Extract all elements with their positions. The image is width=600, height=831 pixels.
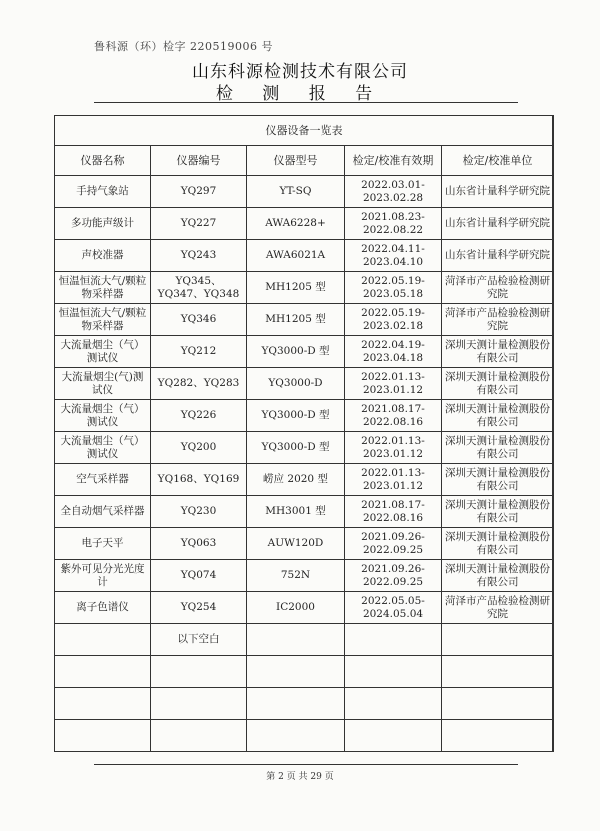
cell-model: AWA6021A <box>247 240 345 272</box>
cell-name: 全自动烟气采样器 <box>55 496 151 528</box>
cell-unit: 深圳天测计量检测股份有限公司 <box>442 496 554 528</box>
cell-validity: 2021.09.26-2022.09.25 <box>345 560 442 592</box>
empty-cell <box>345 688 442 720</box>
cell-model: MH3001 型 <box>247 496 345 528</box>
column-header-name: 仪器名称 <box>55 146 151 176</box>
cell-validity: 2022.01.13-2023.01.12 <box>345 464 442 496</box>
cell-validity: 2022.05.19-2023.02.18 <box>345 304 442 336</box>
empty-cell <box>442 688 554 720</box>
cell-name: 大流量烟尘（气）测试仪 <box>55 336 151 368</box>
cell-model: 752N <box>247 560 345 592</box>
empty-cell <box>247 720 345 752</box>
table-row <box>55 400 554 432</box>
cell-name: 电子天平 <box>55 528 151 560</box>
cell-model: YT-SQ <box>247 176 345 208</box>
empty-cell <box>247 624 345 656</box>
cell-validity: 2022.01.13-2023.01.12 <box>345 432 442 464</box>
equipment-table <box>54 115 554 752</box>
cell-id: YQ345、YQ347、YQ348 <box>151 272 247 304</box>
cell-name: 大流量烟尘(气)测试仪 <box>55 368 151 400</box>
cell-validity: 2021.08.17-2022.08.16 <box>345 496 442 528</box>
cell-unit: 深圳天测计量检测股份有限公司 <box>442 464 554 496</box>
table-row <box>55 560 554 592</box>
empty-cell <box>442 624 554 656</box>
blank-row <box>55 656 554 688</box>
cell-id: YQ226 <box>151 400 247 432</box>
empty-cell <box>55 624 151 656</box>
cell-validity: 2021.08.23-2022.08.22 <box>345 208 442 240</box>
blank-row <box>55 624 554 656</box>
cell-id: YQ212 <box>151 336 247 368</box>
cell-unit: 深圳天测计量检测股份有限公司 <box>442 400 554 432</box>
cell-validity: 2022.04.19-2023.04.18 <box>345 336 442 368</box>
empty-cell <box>345 656 442 688</box>
empty-cell <box>55 720 151 752</box>
table-row <box>55 272 554 304</box>
end-note: 以下空白 <box>151 624 247 656</box>
cell-model: IC2000 <box>247 592 345 624</box>
blank-row <box>55 688 554 720</box>
cell-validity: 2022.03.01-2023.02.28 <box>345 176 442 208</box>
cell-unit: 菏泽市产品检验检测研究院 <box>442 272 554 304</box>
table-header-row <box>55 146 554 176</box>
table-row <box>55 304 554 336</box>
cell-id: YQ074 <box>151 560 247 592</box>
empty-cell <box>345 720 442 752</box>
empty-cell <box>151 720 247 752</box>
cell-name: 离子色谱仪 <box>55 592 151 624</box>
cell-unit: 菏泽市产品检验检测研究院 <box>442 592 554 624</box>
column-header-unit: 检定/校准单位 <box>442 146 554 176</box>
cell-unit: 山东省计量科学研究院 <box>442 208 554 240</box>
cell-name: 空气采样器 <box>55 464 151 496</box>
cell-id: YQ254 <box>151 592 247 624</box>
table-row <box>55 432 554 464</box>
cell-validity: 2022.04.11-2023.04.10 <box>345 240 442 272</box>
cell-name: 紫外可见分光光度计 <box>55 560 151 592</box>
table-row <box>55 368 554 400</box>
cell-model: AUW120D <box>247 528 345 560</box>
empty-cell <box>442 656 554 688</box>
cell-name: 手持气象站 <box>55 176 151 208</box>
empty-cell <box>55 688 151 720</box>
empty-cell <box>345 624 442 656</box>
page-number: 第 2 页 共 29 页 <box>266 772 334 782</box>
table-row <box>55 464 554 496</box>
cell-name: 大流量烟尘（气）测试仪 <box>55 432 151 464</box>
cell-name: 多功能声级计 <box>55 208 151 240</box>
footer-divider <box>94 764 518 765</box>
cell-validity: 2021.09.26-2022.09.25 <box>345 528 442 560</box>
cell-model: YQ3000-D <box>247 368 345 400</box>
cell-validity: 2022.05.19-2023.05.18 <box>345 272 442 304</box>
cell-model: 崂应 2020 型 <box>247 464 345 496</box>
cell-validity: 2021.08.17-2022.08.16 <box>345 400 442 432</box>
cell-id: YQ346 <box>151 304 247 336</box>
cell-model: MH1205 型 <box>247 304 345 336</box>
cell-unit: 深圳天测计量检测股份有限公司 <box>442 336 554 368</box>
table-row <box>55 496 554 528</box>
company-name: 山东科源检测技术有限公司 <box>192 62 408 82</box>
blank-row <box>55 720 554 752</box>
cell-model: YQ3000-D 型 <box>247 432 345 464</box>
table-row <box>55 592 554 624</box>
table-row <box>55 176 554 208</box>
cell-unit: 深圳天测计量检测股份有限公司 <box>442 528 554 560</box>
cell-unit: 深圳天测计量检测股份有限公司 <box>442 560 554 592</box>
cell-id: YQ227 <box>151 208 247 240</box>
table-row <box>55 336 554 368</box>
header-divider <box>94 102 518 103</box>
cell-id: YQ297 <box>151 176 247 208</box>
cell-validity: 2022.05.05-2024.05.04 <box>345 592 442 624</box>
column-header-id: 仪器编号 <box>151 146 247 176</box>
cell-unit: 深圳天测计量检测股份有限公司 <box>442 432 554 464</box>
empty-cell <box>442 720 554 752</box>
table-row <box>55 240 554 272</box>
empty-cell <box>151 656 247 688</box>
cell-name: 声校准器 <box>55 240 151 272</box>
cell-model: YQ3000-D 型 <box>247 400 345 432</box>
column-header-model: 仪器型号 <box>247 146 345 176</box>
table-row <box>55 528 554 560</box>
report-reference-number: 鲁科源（环）检字 220519006 号 <box>94 40 273 53</box>
cell-name: 大流量烟尘（气）测试仪 <box>55 400 151 432</box>
table-caption: 仪器设备一览表 <box>55 116 554 146</box>
column-header-validity: 检定/校准有效期 <box>345 146 442 176</box>
cell-name: 恒温恒流大气/颗粒物采样器 <box>55 304 151 336</box>
report-title: 检 测 报 告 <box>215 84 385 104</box>
table-row <box>55 208 554 240</box>
cell-validity: 2022.01.13-2023.01.12 <box>345 368 442 400</box>
empty-cell <box>151 688 247 720</box>
cell-id: YQ168、YQ169 <box>151 464 247 496</box>
cell-id: YQ243 <box>151 240 247 272</box>
empty-cell <box>247 656 345 688</box>
cell-model: AWA6228+ <box>247 208 345 240</box>
cell-model: MH1205 型 <box>247 272 345 304</box>
cell-unit: 山东省计量科学研究院 <box>442 240 554 272</box>
cell-unit: 山东省计量科学研究院 <box>442 176 554 208</box>
cell-id: YQ200 <box>151 432 247 464</box>
cell-name: 恒温恒流大气/颗粒物采样器 <box>55 272 151 304</box>
empty-cell <box>247 688 345 720</box>
cell-model: YQ3000-D 型 <box>247 336 345 368</box>
cell-id: YQ063 <box>151 528 247 560</box>
empty-cell <box>55 656 151 688</box>
cell-id: YQ230 <box>151 496 247 528</box>
cell-unit: 菏泽市产品检验检测研究院 <box>442 304 554 336</box>
cell-unit: 深圳天测计量检测股份有限公司 <box>442 368 554 400</box>
cell-id: YQ282、YQ283 <box>151 368 247 400</box>
